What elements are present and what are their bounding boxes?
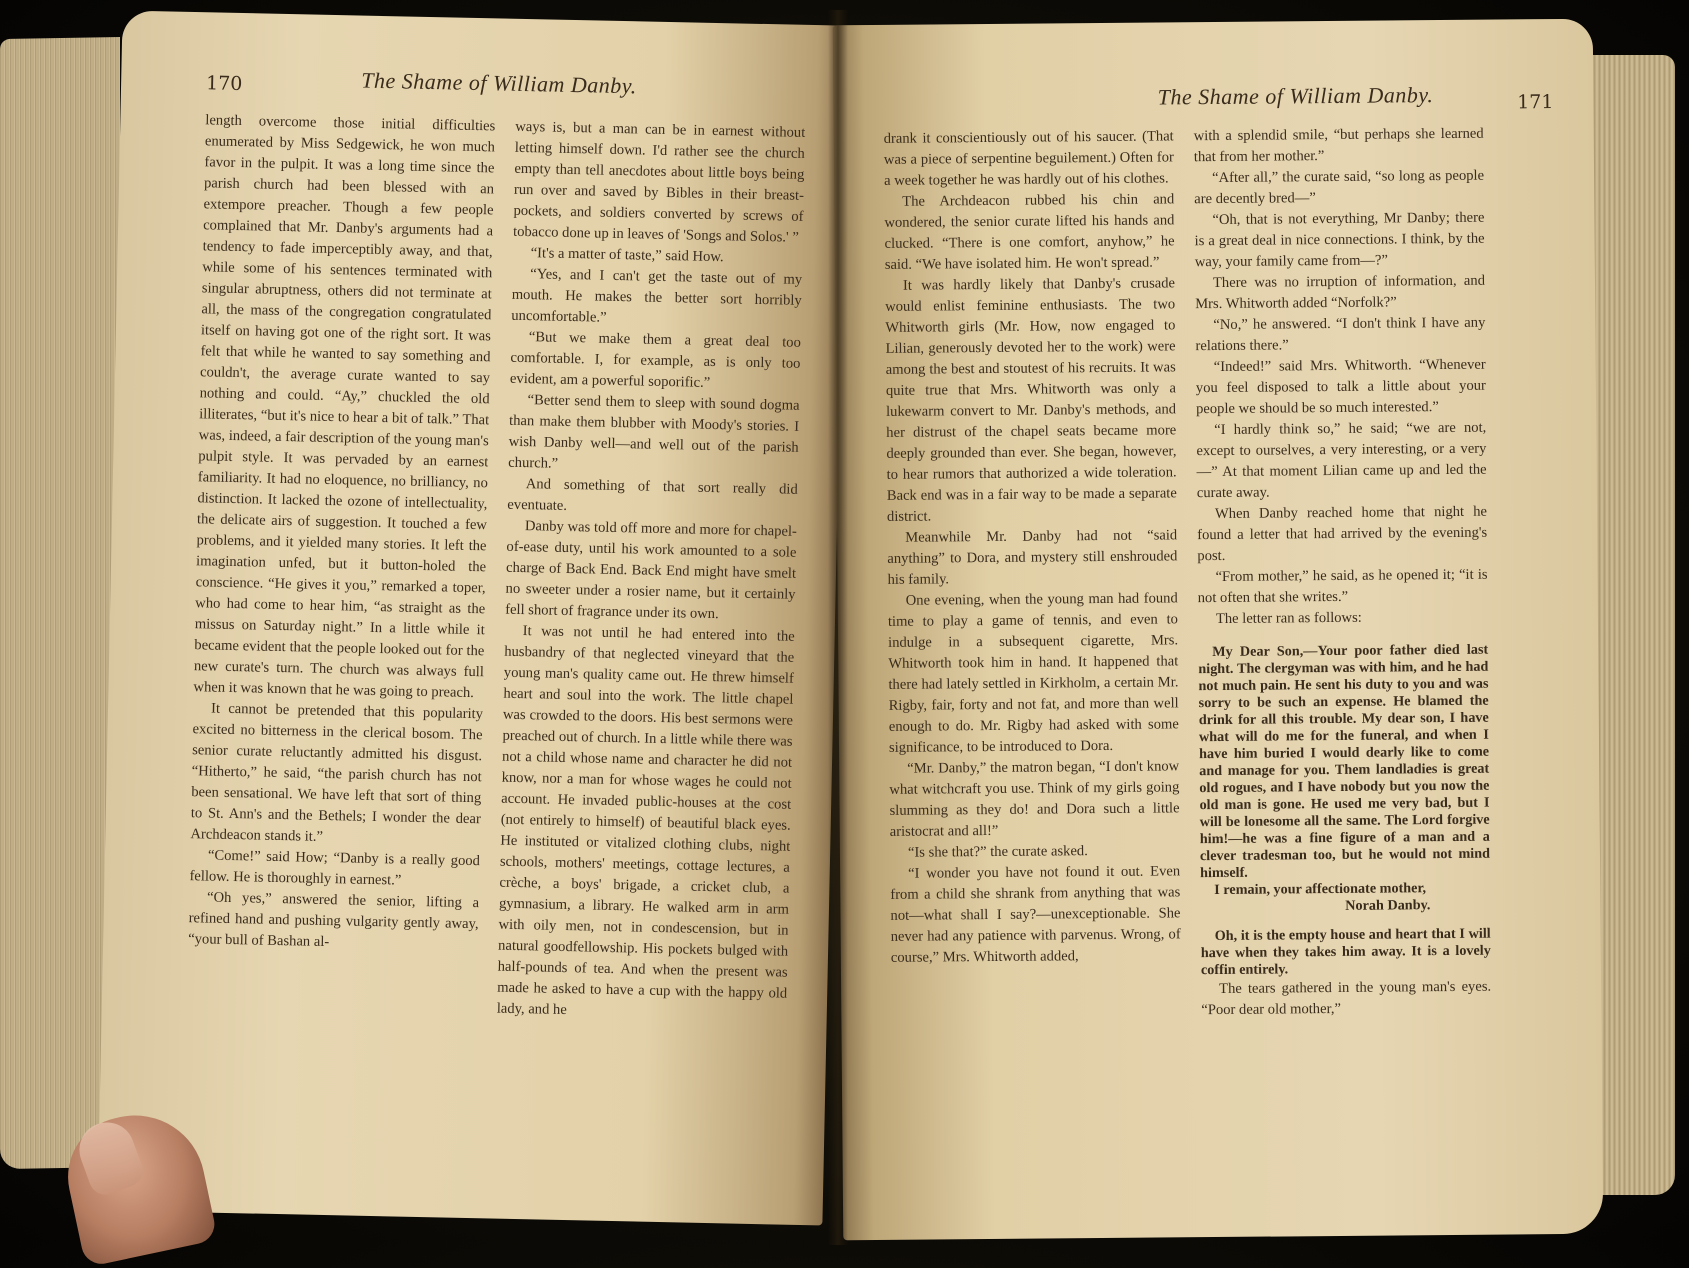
running-title: The Shame of William Danby.: [1157, 82, 1434, 110]
paragraph: “From mother,” he said, as he opened it; “it is not often that she writes.”: [1197, 566, 1488, 607]
paragraph: When Danby reached home that night he found a letter that had arrived by the evening's post.: [1197, 503, 1488, 565]
paragraph: Danby was told off more and more for chapel-of-ease duty, until his work amounted to a sole charge of Back End. Back End might have smelt no sweeter under a rosier name, but it certainly fell short of fragrance under its own.: [505, 518, 798, 623]
page-number: 170: [205, 72, 243, 96]
right-page-columns: [884, 123, 1572, 1024]
paragraph: drank it conscientiously out of his saucer. (That was a piece of serpentine beguilement.) Often for a week together he was hardly out of his clothes.: [883, 128, 1174, 189]
paragraph: There was no irruption of information, and Mrs. Whitworth added “Norfolk?”: [1195, 272, 1486, 313]
paragraph: ways is, but a man can be in earnest without letting himself down. I'd rather see the church empty than tell anecdotes about little boys being run over and saved by Bibles in their breast-pockets, and soldiers converted by screws of tobacco done up in leaves of 'Songs and Solos.' ”: [512, 118, 806, 246]
text-column-2: [1194, 124, 1492, 1021]
paragraph: “Come!” said How; “Danby is a really good fellow. He is thoroughly in earnest.”: [189, 847, 481, 889]
page-number: 171: [1517, 91, 1554, 114]
paragraph: “Indeed!” said Mrs. Whitworth. “Whenever you feel disposed to talk a little about your people we should be so much interested.”: [1195, 356, 1486, 418]
left-page-columns: [187, 110, 816, 1026]
letter-signature: Norah Danby.: [1345, 897, 1431, 914]
paragraph: “After all,” the curate said, “so long as people are decently bred—”: [1194, 167, 1485, 208]
paragraph: It was hardly likely that Danby's crusade would enlist feminine enthusiasts. The two Whitworth girls (Mr. How, now engaged to Lilian, generously devoted her to the work) were among the best and stoutest of his recruits. It was quite true that Mrs. Whitworth was only a lukewarm convert to Mr. Danby's methods, and her distrust of the chapel seats became more deeply grounded than ever. She began, however, to hear rumors that authorized a wide toleration. Back end was in a fair way to be made a separate district.: [885, 275, 1177, 525]
paragraph: “Oh, that is not everything, Mr Danby; there is a great deal in nice connections. I think, by the way, your family came from—?”: [1194, 209, 1485, 271]
paragraph: Meanwhile Mr. Danby had not “said anything” to Dora, and mystery still enshrouded his family.: [887, 527, 1178, 588]
paragraph: “Mr. Danby,” the matron began, “I don't know what witchcraft you use. Think of my girls going slumming as they do! and Dora such a little aristocrat and all!”: [889, 758, 1180, 840]
paragraph: “But we make them a great deal too comfortable. I, for example, as is only too evident, am a powerful soporific.”: [509, 329, 802, 391]
paragraph: “I wonder you have not found it out. Even from a child she shrank from anything that was not—what shall I say?—unexceptionable. She never had any patience with parvenus. Wrong, of course,” Mrs. Whitworth added,: [890, 863, 1181, 966]
paragraph: “I hardly think so,” he said; “we are not, except to ourselves, a very interesting, or a very—” At that moment Lilian came up and led the curate away.: [1196, 419, 1487, 502]
paragraph: “It's a matter of taste,” said How.: [530, 245, 724, 266]
text-column-1: [884, 126, 1182, 1023]
paragraph: It was not until he had entered into the husbandry of that neglected vineyard that the young man's quality came out. He threw himself heart and soul into the work. The little chapel was crowded to the doors. His best sermons were preached out of church. In a little while there was not a child whose name and character he did not know, nor a man for whose wages he could not account. He invaded public-houses at the cost (not entirely to himself) of beautiful black eyes. He instituted or vitalized clothing clubs, night schools, mothers' meetings, cottage lectures, a crèche, a boys' brigade, a cricket club, a gymnasium, a library. He walked arm in arm with oily men, not in condescension, but in natural goodfellowship. His pockets bulged with half-pounds of tea. And when the present was made he asked to have a cup with the happy old lady, and he: [496, 623, 795, 1019]
paragraph: “Is she that?” the curate asked.: [907, 843, 1088, 861]
quoted-letter: [1198, 642, 1491, 980]
left-page: [98, 11, 848, 1226]
paragraph: The tears gathered in the young man's eyes. “Poor dear old mother,”: [1201, 978, 1492, 1019]
letter-postscript: Oh, it is the empty house and heart that I will have when they takes him away. It is a lovely coffin entirely.: [1200, 925, 1491, 979]
paragraph: The Archdeacon rubbed his chin and wondered, the senior curate lifted his hands and clucked. “There is one comfort, anyhow,” he said. “We have isolated him. He won't spread.”: [884, 191, 1175, 273]
paragraph: length overcome those initial difficulties enumerated by Miss Sedgewick, he won much favor in the pulpit. It was a long time since the parish church had been blessed with an extempore preacher. Though a few people complained that Mr. Danby's arguments had a tendency to fade imperceptibly away, and that, while some of his sentences terminated with singular abruptness, others did not terminate at all, the mass of the congregation congratulated itself on having got one of the right sort. It was felt that while he wanted to say something and couldn't, the average curate wanted to say nothing and could. “Ay,” chuckled the old illiterates, “but it's nice to hear a bit of talk.” That was, indeed, a fair description of the young man's pulpit style. It was pervaded by an earnest familiarity. It had no eloquence, no brilliancy, no distinction. It lacked the ozone of intellectuality, the delicate airs of suggestion. It touched a few problems, and it yielded many stories. It left the imagination unfed, but it button-holed the conscience. “He gives it you,” remarked a toper, who had come to hear him, “as straight as the missus on Saturday night.” In a little while it became evident that the people looked out for the new curate's turn. The church was always full when it was known that he was going to preach.: [193, 112, 496, 702]
paragraph: “Oh yes,” answered the senior, lifting a refined hand and pushing vulgarity gently away, “your bull of Bashan al-: [188, 889, 480, 951]
paragraph: The letter ran as follows:: [1215, 609, 1362, 628]
letter-closing: I remain, your affectionate mother,: [1214, 880, 1427, 899]
right-page: [833, 19, 1604, 1241]
paragraph: One evening, when the young man had found time to play a game of tennis, and even to indulge in a subsequent cigarette, Mrs. Whitworth took him in hand. It happened that there had lately settled in Kirkholm, a certain Mr. Rigby, fair, forty and not fat, and more than well enough to do. Mr. Rigby had asked with some significance, to be introduced to Dora.: [887, 590, 1179, 756]
letter-body: My Dear Son,—Your poor father died last night. The clergyman was with him, and he had not much pain. He sent his duty to you and was sorry to be such an expense. He blamed the drink for all this trouble. My dear son, I have what will do me for the funeral, and when I have him buried I would dearly like to come and manage for you. Them landladies is great old rogues, and I have nobody but you now the old man is gone. He used me very bad, but I will be lonesome all the same. The Lord forgive him!—he was a fine figure of a man and a clever tradesman too, but he would not mind himself.: [1198, 641, 1491, 882]
text-column-2-paragraphs: [1194, 124, 1488, 631]
paragraph: with a splendid smile, “but perhaps she learned that from her mother.”: [1193, 125, 1484, 166]
paragraph: “Better send them to sleep with sound dogma than make them blubber with Moody's stories. I wish Danby well—and well out of the parish church.”: [508, 392, 800, 472]
right-page-header: [883, 77, 1563, 129]
running-title: The Shame of William Danby.: [360, 67, 638, 99]
text-column-2: [497, 117, 806, 1026]
book-spine-shadow: [828, 10, 848, 1245]
text-column-1: [187, 110, 496, 1019]
paragraph: And something of that sort really did eventuate.: [507, 476, 798, 514]
paragraph: It cannot be pretended that this popularity excited no bitterness in the clerical bosom. The senior curate reluctantly admitted his disgust. “Hitherto,” he said, “the parish church has not been sensational. We have left that sort of thing to St. Ann's and the Bethels; I wonder the dear Archdeacon stands it.”: [190, 700, 484, 845]
paragraph: “Yes, and I can't get the taste out of my mouth. He makes the better sort horribly uncomfortable.”: [511, 266, 803, 326]
paragraph: “No,” he answered. “I don't think I have any relations there.”: [1195, 314, 1486, 355]
